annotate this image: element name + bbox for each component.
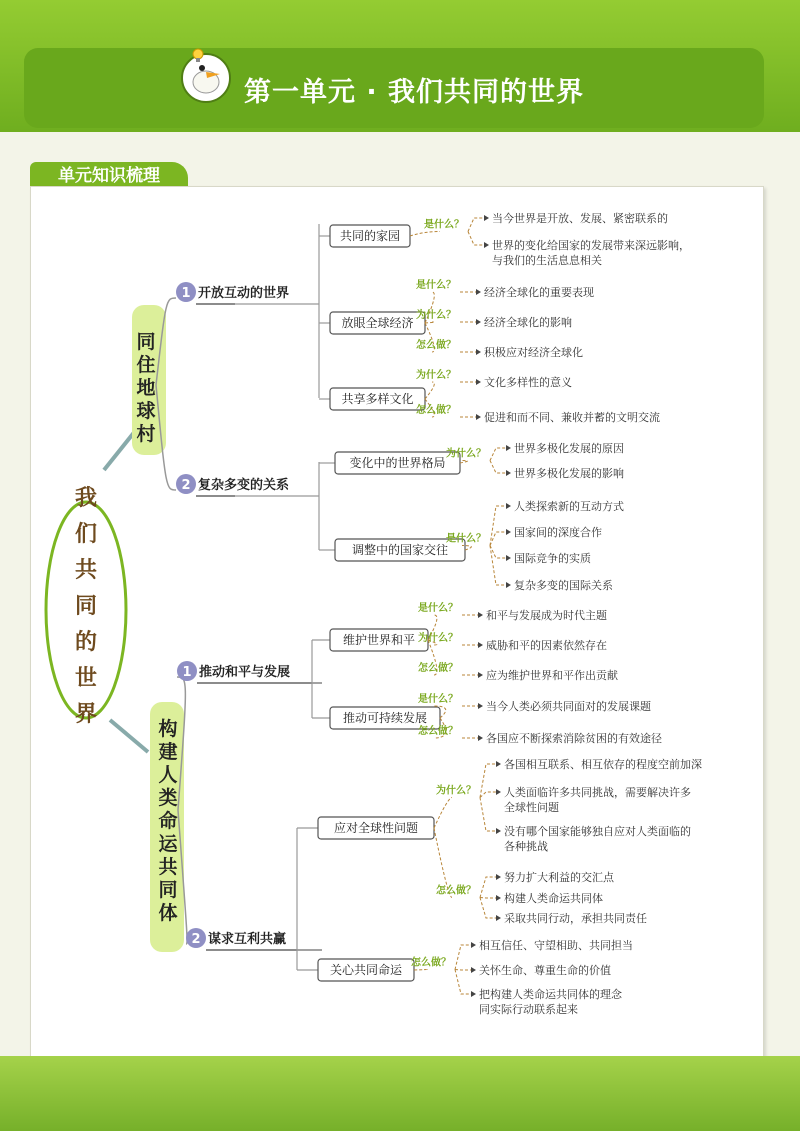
leaf-item: 经济全球化的重要表现 xyxy=(484,286,594,299)
node-label: 共享多样文化 xyxy=(341,392,414,406)
node-label: 调整中的国家交往 xyxy=(351,543,449,557)
item-connector xyxy=(480,898,496,919)
arrow-icon xyxy=(496,895,501,901)
node-label: 维护世界和平 xyxy=(342,633,416,647)
leaf-item: 把构建人类命运共同体的理念同实际行动联系起来 xyxy=(479,988,622,1016)
branch-label: 开放互动的世界 xyxy=(198,286,290,301)
leaf-item: 没有哪个国家能够独自应对人类面临的各种挑战 xyxy=(504,825,691,853)
question-label: 是什么？ xyxy=(446,533,486,545)
arrow-icon xyxy=(476,319,481,325)
question-label: 怎么做？ xyxy=(416,405,456,416)
branch-label: 谋求互利共赢 xyxy=(208,932,287,947)
unit-title: 第一单元 · 我们共同的世界 xyxy=(244,77,585,108)
leaf-item: 促进和而不同、兼收并蓄的文明交流 xyxy=(484,411,660,424)
item-connector xyxy=(490,448,506,461)
leaf-item: 应为维护世界和平作出贡献 xyxy=(486,669,618,682)
dashed-connector xyxy=(425,322,434,323)
item-connector xyxy=(490,532,506,546)
arrow-icon xyxy=(496,761,501,767)
arrow-icon xyxy=(476,379,481,385)
question-label: 怎么做？ xyxy=(416,340,456,351)
arrow-icon xyxy=(476,289,481,295)
leaf-item: 相互信任、守望相助、共同担当 xyxy=(479,939,633,952)
arrow-icon xyxy=(471,967,476,973)
dashed-connector xyxy=(410,232,440,237)
topic-title: 构建人类命运共同体 xyxy=(158,718,178,924)
arrow-icon xyxy=(484,215,489,221)
question-label: 为什么？ xyxy=(416,310,456,321)
leaf-item: 经济全球化的影响 xyxy=(484,316,572,329)
item-connector xyxy=(455,970,471,995)
leaf-item: 构建人类命运共同体 xyxy=(504,892,603,905)
arrow-icon xyxy=(496,789,501,795)
dashed-connector xyxy=(425,382,434,399)
question-label: 为什么？ xyxy=(436,785,476,797)
arrow-icon xyxy=(496,915,501,921)
item-connector xyxy=(480,898,496,899)
leaf-item: 当今世界是开放、发展、紧密联系的 xyxy=(492,212,668,225)
leaf-item: 威胁和平的因素依然存在 xyxy=(486,639,607,652)
leaf-item: 努力扩大利益的交汇点 xyxy=(504,871,614,884)
question-label: 怎么做？ xyxy=(418,726,458,737)
question-label: 怎么做？ xyxy=(418,663,458,674)
question-label: 为什么？ xyxy=(416,370,456,381)
question-label: 怎么做？ xyxy=(411,957,451,969)
node-label: 推动可持续发展 xyxy=(342,711,428,725)
item-connector xyxy=(490,461,506,474)
leaf-item: 国际竞争的实质 xyxy=(514,552,591,565)
question-label: 为什么？ xyxy=(446,448,486,460)
root-arrow-down xyxy=(110,720,148,752)
arrow-icon xyxy=(478,642,483,648)
arrow-icon xyxy=(471,942,476,948)
question-label: 是什么？ xyxy=(418,603,458,614)
leaf-item: 世界多极化发展的原因 xyxy=(514,442,624,455)
arrow-icon xyxy=(496,828,501,834)
question-label: 是什么？ xyxy=(418,694,458,705)
leaf-item: 各国相互联系、相互依存的程度空前加深 xyxy=(504,758,702,771)
branch-label: 推动和平与发展 xyxy=(199,665,291,680)
arrow-icon xyxy=(478,612,483,618)
leaf-item: 世界多极化发展的影响 xyxy=(514,467,624,480)
item-connector xyxy=(480,798,496,832)
root-title: 我们共同的世界 xyxy=(74,486,98,727)
dashed-connector xyxy=(434,798,452,829)
leaf-item: 国家间的深度合作 xyxy=(514,526,602,539)
branch-number: 2 xyxy=(181,478,191,493)
arrow-icon xyxy=(506,582,511,588)
arrow-icon xyxy=(506,529,511,535)
item-connector xyxy=(455,945,471,970)
branch-number: 1 xyxy=(181,286,191,301)
branch-number: 1 xyxy=(182,665,192,680)
item-connector xyxy=(468,232,484,246)
branch-number: 2 xyxy=(191,932,201,947)
arrow-icon xyxy=(484,242,489,248)
leaf-item: 积极应对经济全球化 xyxy=(484,346,583,359)
arrow-icon xyxy=(496,874,501,880)
arrow-icon xyxy=(506,503,511,509)
question-label: 是什么？ xyxy=(416,280,456,291)
branch-label: 复杂多变的关系 xyxy=(198,478,290,493)
item-connector xyxy=(455,970,471,971)
question-label: 是什么？ xyxy=(424,219,464,231)
node-label: 放眼全球经济 xyxy=(341,316,414,330)
dashed-connector xyxy=(414,970,427,971)
leaf-item: 各国应不断探索消除贫困的有效途径 xyxy=(486,732,662,745)
leaf-item: 人类面临许多共同挑战，需要解决许多全球性问题 xyxy=(504,786,691,814)
arrow-icon xyxy=(476,414,481,420)
topic-title: 同住地球村 xyxy=(136,331,156,445)
question-label: 怎么做？ xyxy=(436,885,476,897)
arrow-icon xyxy=(476,349,481,355)
arrow-icon xyxy=(478,672,483,678)
leaf-item: 文化多样性的意义 xyxy=(484,376,572,389)
node-label: 变化中的世界格局 xyxy=(349,456,446,470)
question-label: 为什么？ xyxy=(418,633,458,644)
leaf-item: 世界的变化给国家的发展带来深远影响，与我们的生活息息相关 xyxy=(492,239,690,267)
item-connector xyxy=(468,218,484,232)
node-label: 关心共同命运 xyxy=(329,963,403,977)
leaf-item: 人类探索新的互动方式 xyxy=(514,500,624,513)
leaf-item: 当今人类必须共同面对的发展课题 xyxy=(486,700,651,713)
node-label: 共同的家园 xyxy=(339,229,401,243)
arrow-icon xyxy=(506,555,511,561)
leaf-item: 关怀生命、尊重生命的价值 xyxy=(479,964,611,977)
item-connector xyxy=(490,546,506,559)
leaf-item: 和平与发展成为时代主题 xyxy=(486,609,607,622)
arrow-icon xyxy=(506,445,511,451)
section-tab: 单元知识梳理 xyxy=(30,162,188,190)
leaf-item: 复杂多变的国际关系 xyxy=(514,579,613,592)
leaf-item: 采取共同行动，承担共同责任 xyxy=(504,912,647,925)
item-connector xyxy=(480,792,496,798)
node-label: 应对全球性问题 xyxy=(333,821,419,835)
item-connector xyxy=(480,877,496,898)
arrow-icon xyxy=(471,991,476,997)
arrow-icon xyxy=(478,703,483,709)
arrow-icon xyxy=(506,470,511,476)
arrow-icon xyxy=(478,735,483,741)
dashed-connector xyxy=(460,461,468,464)
